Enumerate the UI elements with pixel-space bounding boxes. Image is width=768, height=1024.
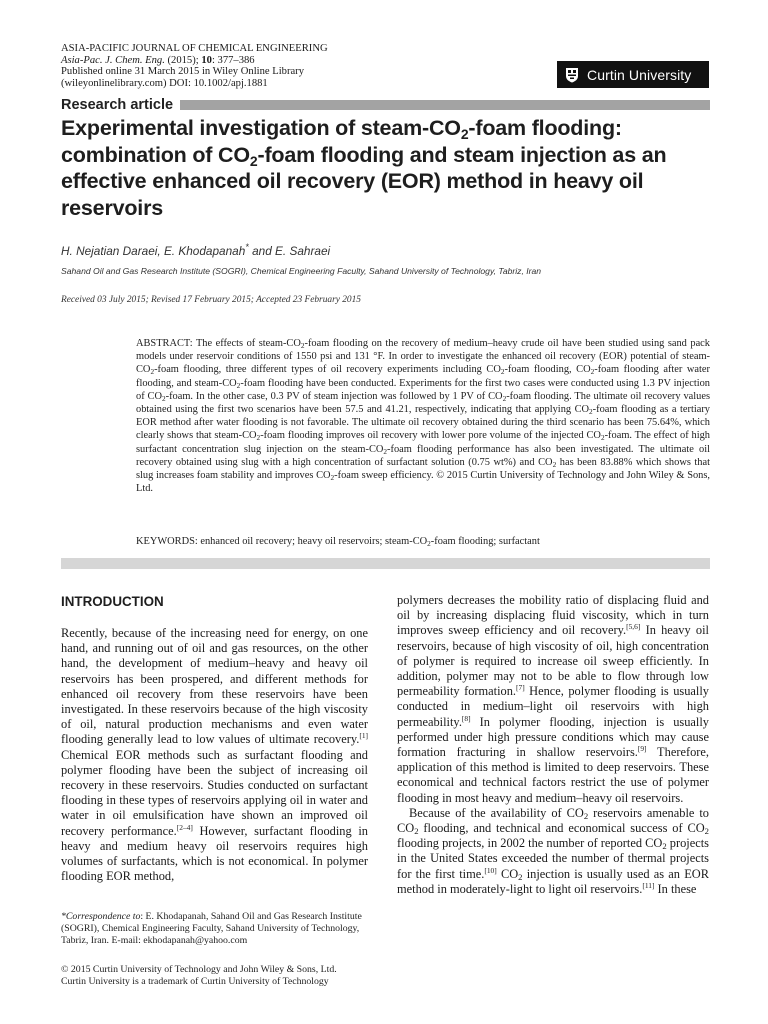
citation-ref: [7] — [516, 683, 525, 693]
corresponding-mark: * — [245, 242, 249, 252]
body-column-right — [397, 593, 709, 897]
journal-name: ASIA-PACIFIC JOURNAL OF CHEMICAL ENGINEERING — [61, 43, 328, 54]
citation-ref: [1] — [359, 731, 368, 741]
abstract: ABSTRACT: The effects of steam-$CO_2$-foam flooding on the recovery of medium–heavy crude oil have been studied using sand pack models under reservoir conditions of 1550 psi and 131 °F. In order to investigate the enhanced oil recovery (EOR) potential of steam-$CO_2$-foam flooding, three different types of oil recovery experiments including $CO_2$-foam flooding, $CO_2$-foam flooding after water flooding, and steam-$CO_2$-foam flooding have been conducted. Experiments for the first two cases were conducted using 1.3 PV injection of $CO_2$-foam. In the other case, 0.3 PV of steam injection was followed by 1 PV of $CO_2$-foam flooding. The ultimate oil recovery values obtained using the first two scenarios have been 57.5 and 41.21, respectively, indicating that applying $CO_2$-foam flooding as a tertiary EOR method after water flooding is not favorable. The ultimate oil recovery obtained during the third scenario has been 75.64%, which clearly shows that steam-$CO_2$-foam flooding improves oil recovery with lower pore volume of the injected $CO_2$-foam. The effect of high surfactant concentration slug injection on the steam-$CO_2$-foam flooding performance has also been investigated. The ultimate oil recovery obtained using slug with a high concentration of surfactant solution (0.75 wt%) and $CO_2$ has been 83.88% which shows that slug increases foam stability and improves $CO_2$-foam sweep efficiency. © 2015 Curtin University of Technology and John Wiley & Sons, Ltd. — [136, 338, 711, 495]
published-line: Published online 31 March 2015 in Wiley Online Library — [61, 66, 304, 78]
article-dates: Received 03 July 2015; Revised 17 February 2015; Accepted 23 February 2015 — [61, 295, 361, 305]
logo-text: Curtin University — [587, 66, 692, 83]
journal-header — [61, 43, 328, 89]
header-divider — [180, 100, 710, 110]
journal-citation: Asia-Pac. J. Chem. Eng. (2015); 10: 377–386 — [61, 54, 255, 66]
citation-ref: [8] — [461, 713, 471, 723]
doi-line: (wileyonlinelibrary.com) DOI: 10.1002/apj.1881 — [61, 77, 268, 89]
paper-title: Experimental investigation of steam-$CO_2$-foam flooding: combination of $CO_2$-foam flooding and steam injection as an effective enhanced oil recovery (EOR) method in heavy oil reservoirs — [61, 116, 667, 220]
body-column-left — [61, 626, 368, 884]
copyright-footer — [61, 964, 401, 987]
intro-paragraph-2: polymers decreases the mobility ratio of displacing fluid and oil by increasing displacing fluid viscosity, which in turn improves sweep efficiency and oil recovery.[5,6] In heavy oil reservoirs, because of high viscosity of oil, high concentration of polymer is required to increase oil sweep efficiently. In addition, polymer may not to be able to flow through low permeability formation.[7] Hence, polymer flooding is usually conducted in medium–light oil reservoirs with high permeability.[8] In polymer flooding, injection is usually performed under high pressure conditions which may cause formation fracturing in shallow reservoirs.[9] Therefore, application of this method is limited to deep reservoirs. These economical and technical factors restrict the use of polymer flooding in most heavy and medium–heavy oil reservoirs. — [397, 593, 709, 805]
journal-volume: 10 — [201, 54, 212, 66]
article-type-label: Research article — [61, 97, 174, 113]
citation-ref: [2–4] — [176, 822, 193, 832]
keywords: KEYWORDS: enhanced oil recovery; heavy oil reservoirs; steam-$CO_2$-foam flooding; surfactant — [136, 536, 540, 548]
shield-icon — [565, 67, 579, 83]
introduction-heading: INTRODUCTION — [61, 594, 164, 609]
citation-ref: [11] — [642, 880, 655, 890]
copyright-line: © 2015 Curtin University of Technology and John Wiley & Sons, Ltd. — [61, 964, 337, 975]
citation-ref: [9] — [637, 744, 647, 754]
curtin-logo — [557, 61, 709, 88]
journal-abbrev: Asia-Pac. J. Chem. Eng. — [61, 54, 165, 66]
citation-ref: [5,6] — [626, 622, 641, 632]
author-list: H. Nejatian Daraei, E. Khodapanah* and E. Sahraei — [61, 242, 331, 258]
correspondence-note: *Correspondence to: E. Khodapanah, Sahand Oil and Gas Research Institute (SOGRI), Chemical Engineering Faculty, Sahand University of Technology, Tabriz, Iran. E-mail: ekhodapanah@yahoo.com — [61, 911, 362, 946]
affiliation: Sahand Oil and Gas Research Institute (SOGRI), Chemical Engineering Faculty, Sahand University of Technology, Tabriz, Iran — [61, 266, 542, 276]
section-divider — [61, 558, 710, 569]
intro-paragraph-3: Because of the availability of $CO_2$ reservoirs amenable to $CO_2$ flooding, and technical and economical success of $CO_2$ flooding projects, in 2002 the number of reported $CO_2$ projects in the United States exceeded the number of thermal projects for the first time.[10] $CO_2$ injection is usually used as an EOR method in moderately-light to light oil reservoirs.[11] In these — [397, 805, 709, 896]
citation-ref: [10] — [484, 865, 497, 875]
trademark-line: Curtin University is a trademark of Curtin University of Technology — [61, 975, 329, 987]
article-type-row — [61, 96, 710, 114]
intro-paragraph-1: Recently, because of the increasing need for energy, on one hand, and running out of oil and gas resources, on the other hand, the development of medium–heavy and heavy oil reservoirs has been prospered, and different methods for enhanced oil recovery from these reservoirs have been investigated. In these reservoirs because of the high viscosity of oil, natural production mechanisms and even water flooding generally lead to low values of ultimate recovery.[1] Chemical EOR methods such as surfactant flooding and polymer flooding have been the subject of increasing oil recovery in these reservoirs. Studies conducted on surfactant flooding in these types of reservoirs applying oil in water and water in oil emulsification have shown an improved oil recovery performance.[2–4] However, surfactant flooding in heavy and medium heavy oil reservoirs requires high volumes of surfactants, which is not economical. In polymer flooding EOR method, — [61, 626, 368, 884]
